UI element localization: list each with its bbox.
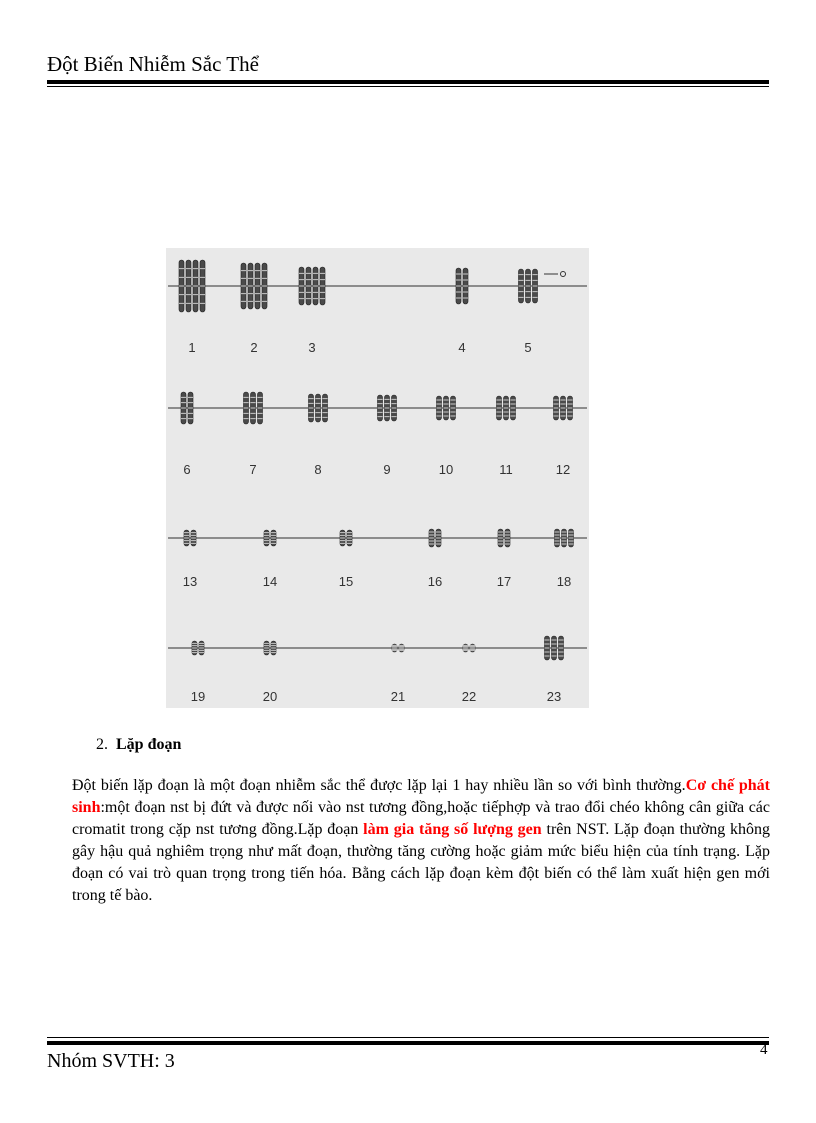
chromosome-group [244,392,263,424]
chromosome-number-label: 16 [427,574,443,589]
paragraph-sentence-1: Đột biến lặp đoạn là một đoạn nhiễm sắc thể được lặp lại 1 hay nhiều lần so với bình thường. [72,777,686,794]
highlight-gene-increase: làm gia tăng số lượng gen [363,821,542,838]
header-title: Đột Biến Nhiễm Sắc Thể [47,52,259,76]
chromosome-group [378,395,397,421]
chromosome-number-label: 4 [458,340,466,355]
header-rule-thick [47,80,769,84]
karyotype-image [166,248,589,708]
chromosome-number-label: 2 [250,340,258,355]
chromosome-group [555,529,574,547]
chromosome-number-label: 6 [183,462,191,477]
chromosome-number-label: 15 [338,574,354,589]
highlight-mechanism: Cơ chế phát sinh [72,777,771,816]
chromosome-number-label: 3 [308,340,316,355]
chromosome-number-label: 8 [314,462,322,477]
chromosome-number-label: 13 [182,574,198,589]
chromosome-number-label: 19 [190,689,206,704]
footer-group-label: Nhóm SVTH: 3 [47,1050,175,1072]
chromosome-group [309,394,328,422]
chromosome-number-label: 21 [390,689,406,704]
chromosome-number-label: 18 [556,574,572,589]
chromosome-group [554,396,573,420]
paragraph-sentence-2: :một đoạn nst bị đứt và được nối vào nst tương đồng,hoặc tiếphợp và trao đổi chéo không cân giữa các cromatit trong cặp nst tương đồng.Lặp đoạn [72,799,770,838]
chromosome-group [545,636,564,660]
chromosome-number-label: 12 [555,462,571,477]
karyotype-figure [166,248,589,708]
chromosome-group [437,396,456,420]
chromosome-number-label: 22 [461,689,477,704]
chromosome-group [497,396,516,420]
footer-rule-thin [47,1037,769,1038]
paragraph-sentence-3: trên NST. Lặp đoạn thường không gây hậu quả nghiêm trọng như mất đoạn, thường tăng cường hoặc giảm mức biểu hiện của tính trạng. Lặp đoạn có vai trò quan trọng trong tiến hóa. Bằng cách lặp đoạn kèm đột biến có thể làm xuất hiện gen mới trong tế bào. [72,821,771,904]
header-rule-thin [47,86,769,87]
chromosome-number-label: 14 [262,574,278,589]
chromosome-number-label: 5 [524,340,532,355]
chromosome-number-label: 20 [262,689,278,704]
chromosome-number-label: 23 [546,689,562,704]
chromosome-number-label: 10 [438,462,454,477]
body-paragraph [72,775,770,907]
section-number: 2. [96,736,108,753]
page-number: 4 [760,1042,768,1058]
chromosome-group [519,269,538,303]
footer-rule-thick [47,1041,769,1045]
chromosome-number-label: 17 [496,574,512,589]
section-heading [96,736,181,754]
chromosome-number-label: 7 [249,462,257,477]
chromosome-number-label: 11 [499,462,513,477]
section-title: Lặp đoạn [116,736,182,753]
chromosome-number-label: 1 [188,340,196,355]
chromosome-number-label: 9 [383,462,391,477]
marker-icon [561,272,566,277]
